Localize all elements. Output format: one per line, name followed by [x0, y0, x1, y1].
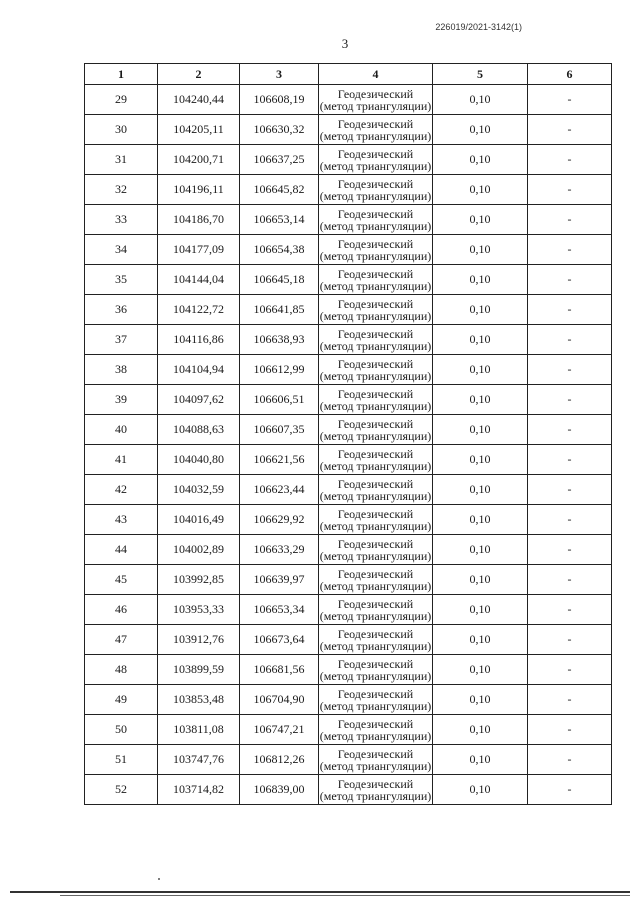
method-cell: [319, 85, 433, 115]
note-cell: -: [528, 445, 612, 475]
method-cell: [319, 505, 433, 535]
method-line-2: (метод триангуляции): [319, 368, 432, 383]
footer-line-secondary: [60, 895, 630, 896]
y-coordinate-cell: 106654,38: [240, 235, 319, 265]
method-line-1: Геодезический: [337, 296, 414, 311]
y-coordinate-cell: 106630,32: [240, 115, 319, 145]
method-line-1: Геодезический: [337, 656, 414, 671]
accuracy-cell: 0,10: [433, 355, 528, 385]
x-coordinate-cell: 104016,49: [158, 505, 240, 535]
table-row: [85, 715, 612, 745]
table-row: [85, 565, 612, 595]
header-cell: 6: [528, 64, 612, 85]
method-line-2: (метод триангуляции): [319, 458, 432, 473]
accuracy-cell: 0,10: [433, 685, 528, 715]
method-cell: [319, 205, 433, 235]
accuracy-cell: 0,10: [433, 625, 528, 655]
note-cell: -: [528, 685, 612, 715]
note-cell: -: [528, 85, 612, 115]
y-coordinate-cell: 106612,99: [240, 355, 319, 385]
y-coordinate-cell: 106839,00: [240, 775, 319, 805]
point-number-cell: 52: [85, 775, 158, 805]
accuracy-cell: 0,10: [433, 325, 528, 355]
method-line-2: (метод триангуляции): [319, 758, 432, 773]
table-body: [85, 85, 612, 805]
table-row: [85, 175, 612, 205]
method-cell: [319, 235, 433, 265]
method-line-1: Геодезический: [337, 506, 414, 521]
note-cell: -: [528, 745, 612, 775]
table-row: [85, 265, 612, 295]
y-coordinate-cell: 106633,29: [240, 535, 319, 565]
point-number-cell: 46: [85, 595, 158, 625]
method-cell: [319, 565, 433, 595]
point-number-cell: 42: [85, 475, 158, 505]
footer-line: [10, 891, 630, 893]
point-number-cell: 36: [85, 295, 158, 325]
point-number-cell: 33: [85, 205, 158, 235]
method-line-2: (метод триангуляции): [319, 278, 432, 293]
x-coordinate-cell: 103899,59: [158, 655, 240, 685]
accuracy-cell: 0,10: [433, 565, 528, 595]
method-line-2: (метод триангуляции): [319, 488, 432, 503]
table-row: [85, 475, 612, 505]
header-cell: 1: [85, 64, 158, 85]
method-line-1: Геодезический: [337, 206, 414, 221]
method-line-2: (метод триангуляции): [319, 668, 432, 683]
y-coordinate-cell: 106653,34: [240, 595, 319, 625]
method-line-2: (метод триангуляции): [319, 128, 432, 143]
point-number-cell: 49: [85, 685, 158, 715]
accuracy-cell: 0,10: [433, 475, 528, 505]
accuracy-cell: 0,10: [433, 145, 528, 175]
method-line-1: Геодезический: [337, 266, 414, 281]
method-cell: [319, 415, 433, 445]
x-coordinate-cell: 104040,80: [158, 445, 240, 475]
method-line-1: Геодезический: [337, 716, 414, 731]
point-number-cell: 45: [85, 565, 158, 595]
y-coordinate-cell: 106606,51: [240, 385, 319, 415]
table-row: [85, 85, 612, 115]
method-line-1: Геодезический: [337, 746, 414, 761]
y-coordinate-cell: 106637,25: [240, 145, 319, 175]
method-cell: [319, 325, 433, 355]
method-line-1: Геодезический: [337, 386, 414, 401]
method-line-2: (метод триангуляции): [319, 188, 432, 203]
y-coordinate-cell: 106608,19: [240, 85, 319, 115]
x-coordinate-cell: 103811,08: [158, 715, 240, 745]
method-cell: [319, 445, 433, 475]
x-coordinate-cell: 103853,48: [158, 685, 240, 715]
method-line-2: (метод триангуляции): [319, 698, 432, 713]
x-coordinate-cell: 104144,04: [158, 265, 240, 295]
point-number-cell: 38: [85, 355, 158, 385]
method-line-2: (метод триангуляции): [319, 308, 432, 323]
method-line-1: Геодезический: [337, 686, 414, 701]
point-number-cell: 47: [85, 625, 158, 655]
method-cell: [319, 535, 433, 565]
y-coordinate-cell: 106629,92: [240, 505, 319, 535]
note-cell: -: [528, 385, 612, 415]
method-line-1: Геодезический: [337, 566, 414, 581]
method-line-2: (метод триангуляции): [319, 398, 432, 413]
point-number-cell: 41: [85, 445, 158, 475]
accuracy-cell: 0,10: [433, 235, 528, 265]
accuracy-cell: 0,10: [433, 655, 528, 685]
table-row: [85, 505, 612, 535]
table-row: [85, 595, 612, 625]
table-row: [85, 775, 612, 805]
x-coordinate-cell: 104122,72: [158, 295, 240, 325]
method-cell: [319, 295, 433, 325]
coordinates-table: [84, 63, 612, 805]
note-cell: -: [528, 475, 612, 505]
note-cell: -: [528, 715, 612, 745]
point-number-cell: 31: [85, 145, 158, 175]
method-line-2: (метод триангуляции): [319, 788, 432, 803]
note-cell: -: [528, 295, 612, 325]
y-coordinate-cell: 106623,44: [240, 475, 319, 505]
note-cell: -: [528, 115, 612, 145]
table-row: [85, 115, 612, 145]
method-cell: [319, 175, 433, 205]
method-line-1: Геодезический: [337, 356, 414, 371]
point-number-cell: 30: [85, 115, 158, 145]
x-coordinate-cell: 104177,09: [158, 235, 240, 265]
note-cell: -: [528, 145, 612, 175]
method-line-2: (метод триангуляции): [319, 518, 432, 533]
point-number-cell: 29: [85, 85, 158, 115]
table-row: [85, 445, 612, 475]
x-coordinate-cell: 104116,86: [158, 325, 240, 355]
x-coordinate-cell: 103747,76: [158, 745, 240, 775]
method-line-1: Геодезический: [337, 116, 414, 131]
note-cell: -: [528, 205, 612, 235]
x-coordinate-cell: 103714,82: [158, 775, 240, 805]
point-number-cell: 48: [85, 655, 158, 685]
x-coordinate-cell: 104186,70: [158, 205, 240, 235]
note-cell: -: [528, 505, 612, 535]
point-number-cell: 39: [85, 385, 158, 415]
x-coordinate-cell: 104196,11: [158, 175, 240, 205]
table-row: [85, 415, 612, 445]
method-cell: [319, 685, 433, 715]
method-line-2: (метод триангуляции): [319, 98, 432, 113]
method-cell: [319, 775, 433, 805]
method-line-1: Геодезический: [337, 446, 414, 461]
method-cell: [319, 715, 433, 745]
accuracy-cell: 0,10: [433, 535, 528, 565]
y-coordinate-cell: 106638,93: [240, 325, 319, 355]
method-cell: [319, 595, 433, 625]
document-number: 226019/2021-3142(1): [435, 22, 522, 32]
table-row: [85, 205, 612, 235]
x-coordinate-cell: 104097,62: [158, 385, 240, 415]
note-cell: -: [528, 655, 612, 685]
accuracy-cell: 0,10: [433, 415, 528, 445]
x-coordinate-cell: 104240,44: [158, 85, 240, 115]
x-coordinate-cell: 104002,89: [158, 535, 240, 565]
point-number-cell: 37: [85, 325, 158, 355]
method-cell: [319, 385, 433, 415]
x-coordinate-cell: 104104,94: [158, 355, 240, 385]
y-coordinate-cell: 106645,18: [240, 265, 319, 295]
point-number-cell: 40: [85, 415, 158, 445]
note-cell: -: [528, 325, 612, 355]
note-cell: -: [528, 775, 612, 805]
table-row: [85, 745, 612, 775]
x-coordinate-cell: 104205,11: [158, 115, 240, 145]
note-cell: -: [528, 625, 612, 655]
method-line-2: (метод триангуляции): [319, 218, 432, 233]
note-cell: -: [528, 265, 612, 295]
table-row: [85, 325, 612, 355]
note-cell: -: [528, 235, 612, 265]
method-cell: [319, 475, 433, 505]
accuracy-cell: 0,10: [433, 295, 528, 325]
method-cell: [319, 745, 433, 775]
note-cell: -: [528, 565, 612, 595]
note-cell: -: [528, 535, 612, 565]
y-coordinate-cell: 106704,90: [240, 685, 319, 715]
scan-speck: [158, 878, 160, 880]
table-row: [85, 145, 612, 175]
method-cell: [319, 655, 433, 685]
table-row: [85, 295, 612, 325]
method-cell: [319, 145, 433, 175]
table-row: [85, 235, 612, 265]
method-line-1: Геодезический: [337, 236, 414, 251]
table-row: [85, 685, 612, 715]
accuracy-cell: 0,10: [433, 385, 528, 415]
method-cell: [319, 265, 433, 295]
y-coordinate-cell: 106812,26: [240, 745, 319, 775]
y-coordinate-cell: 106641,85: [240, 295, 319, 325]
x-coordinate-cell: 103953,33: [158, 595, 240, 625]
method-line-1: Геодезический: [337, 146, 414, 161]
accuracy-cell: 0,10: [433, 205, 528, 235]
point-number-cell: 43: [85, 505, 158, 535]
header-cell: 2: [158, 64, 240, 85]
y-coordinate-cell: 106621,56: [240, 445, 319, 475]
table-row: [85, 385, 612, 415]
y-coordinate-cell: 106607,35: [240, 415, 319, 445]
y-coordinate-cell: 106747,21: [240, 715, 319, 745]
method-line-1: Геодезический: [337, 626, 414, 641]
header-cell: 5: [433, 64, 528, 85]
method-line-1: Геодезический: [337, 596, 414, 611]
accuracy-cell: 0,10: [433, 175, 528, 205]
note-cell: -: [528, 595, 612, 625]
method-cell: [319, 115, 433, 145]
accuracy-cell: 0,10: [433, 445, 528, 475]
table-row: [85, 535, 612, 565]
point-number-cell: 35: [85, 265, 158, 295]
method-line-1: Геодезический: [337, 86, 414, 101]
note-cell: -: [528, 415, 612, 445]
method-line-2: (метод триангуляции): [319, 608, 432, 623]
method-line-2: (метод триангуляции): [319, 248, 432, 263]
point-number-cell: 50: [85, 715, 158, 745]
method-line-2: (метод триангуляции): [319, 338, 432, 353]
method-line-1: Геодезический: [337, 176, 414, 191]
point-number-cell: 44: [85, 535, 158, 565]
accuracy-cell: 0,10: [433, 775, 528, 805]
method-line-2: (метод триангуляции): [319, 158, 432, 173]
method-line-2: (метод триангуляции): [319, 578, 432, 593]
y-coordinate-cell: 106681,56: [240, 655, 319, 685]
method-line-2: (метод триангуляции): [319, 728, 432, 743]
method-line-1: Геодезический: [337, 416, 414, 431]
method-cell: [319, 625, 433, 655]
y-coordinate-cell: 106639,97: [240, 565, 319, 595]
header-cell: 4: [319, 64, 433, 85]
page-number: 3: [341, 36, 349, 51]
y-coordinate-cell: 106645,82: [240, 175, 319, 205]
accuracy-cell: 0,10: [433, 505, 528, 535]
note-cell: -: [528, 175, 612, 205]
point-number-cell: 34: [85, 235, 158, 265]
accuracy-cell: 0,10: [433, 115, 528, 145]
accuracy-cell: 0,10: [433, 745, 528, 775]
header-cell: 3: [240, 64, 319, 85]
accuracy-cell: 0,10: [433, 595, 528, 625]
table-row: [85, 355, 612, 385]
x-coordinate-cell: 103912,76: [158, 625, 240, 655]
method-line-1: Геодезический: [337, 326, 414, 341]
method-line-1: Геодезический: [337, 536, 414, 551]
method-line-2: (метод триангуляции): [319, 638, 432, 653]
x-coordinate-cell: 104032,59: [158, 475, 240, 505]
accuracy-cell: 0,10: [433, 85, 528, 115]
note-cell: -: [528, 355, 612, 385]
accuracy-cell: 0,10: [433, 265, 528, 295]
method-line-2: (метод триангуляции): [319, 428, 432, 443]
point-number-cell: 32: [85, 175, 158, 205]
method-cell: [319, 355, 433, 385]
x-coordinate-cell: 104088,63: [158, 415, 240, 445]
method-line-1: Геодезический: [337, 476, 414, 491]
point-number-cell: 51: [85, 745, 158, 775]
method-line-1: Геодезический: [337, 776, 414, 791]
table-header-row: [85, 64, 612, 85]
x-coordinate-cell: 103992,85: [158, 565, 240, 595]
x-coordinate-cell: 104200,71: [158, 145, 240, 175]
y-coordinate-cell: 106653,14: [240, 205, 319, 235]
accuracy-cell: 0,10: [433, 715, 528, 745]
table-row: [85, 625, 612, 655]
table-row: [85, 655, 612, 685]
y-coordinate-cell: 106673,64: [240, 625, 319, 655]
method-line-2: (метод триангуляции): [319, 548, 432, 563]
